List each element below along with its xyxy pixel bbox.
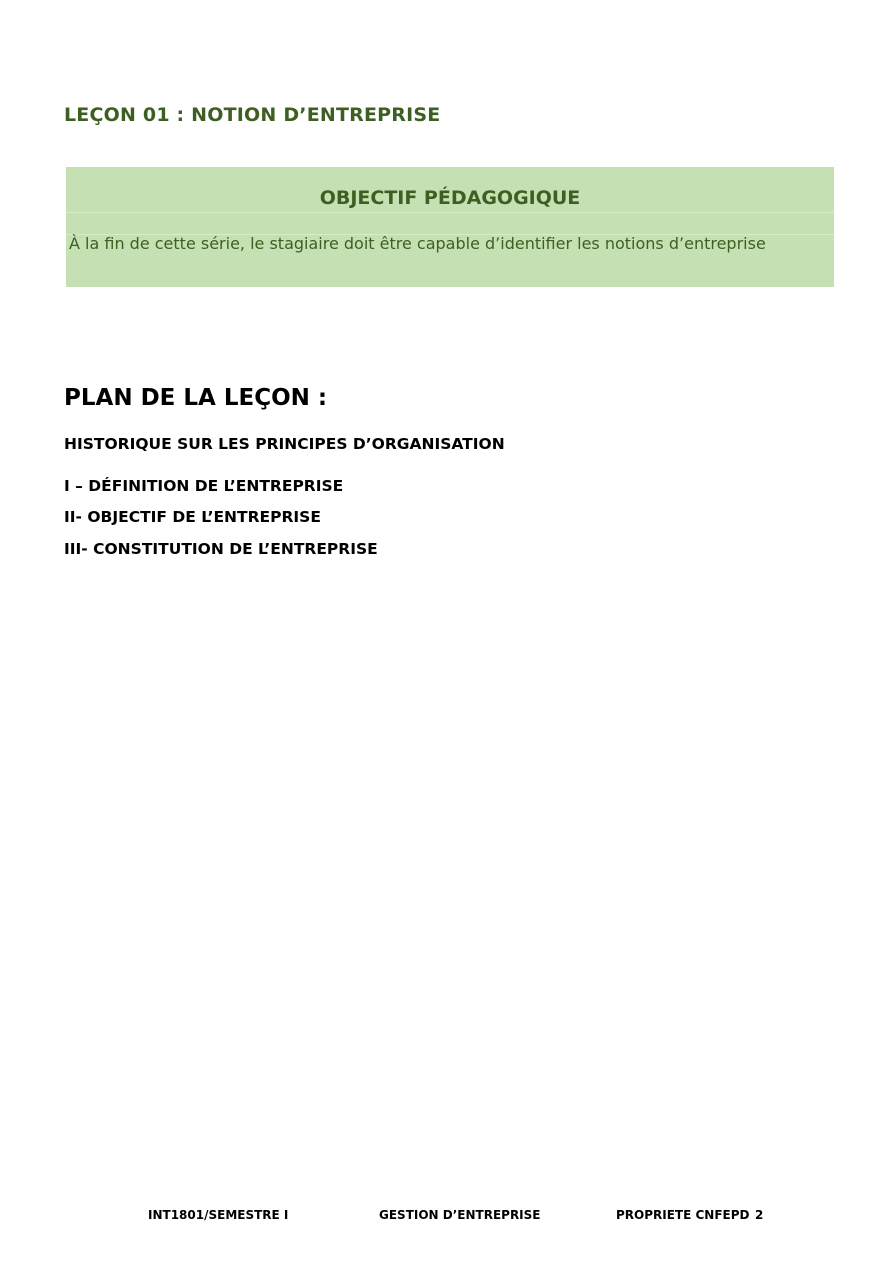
lesson-title: LEÇON 01 : NOTION D’ENTREPRISE xyxy=(64,104,441,126)
footer-course-name: GESTION D’ENTREPRISE xyxy=(379,1208,541,1222)
footer-owner: PROPRIETE CNFEPD xyxy=(616,1208,750,1222)
plan-item-definition: I – DÉFINITION DE L’ENTREPRISE xyxy=(64,477,344,495)
objective-text: À la fin de cette série, le stagiaire doit être capable d’identifier les notions d’entreprise xyxy=(69,234,766,253)
plan-item-historique: HISTORIQUE SUR LES PRINCIPES D’ORGANISATION xyxy=(64,435,505,453)
plan-item-objectif: II- OBJECTIF DE L’ENTREPRISE xyxy=(64,508,321,526)
plan-heading: PLAN DE LA LEÇON : xyxy=(64,385,328,411)
objective-divider-top xyxy=(66,212,834,213)
plan-item-constitution: III- CONSTITUTION DE L’ENTREPRISE xyxy=(64,540,378,558)
objective-box xyxy=(66,167,834,287)
footer-course-code: INT1801/SEMESTRE I xyxy=(148,1208,289,1222)
objective-heading: OBJECTIF PÉDAGOGIQUE xyxy=(319,187,581,209)
footer-page-number: 2 xyxy=(755,1208,764,1222)
